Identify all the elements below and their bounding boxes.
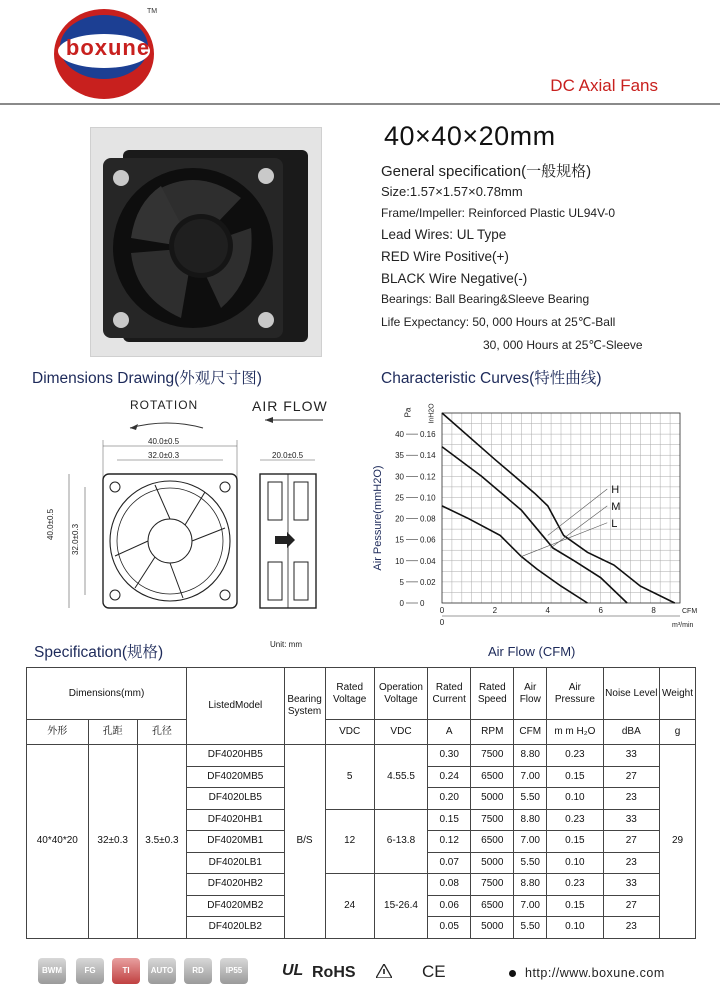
badge-rd: RD — [184, 958, 212, 984]
curve-series-m — [442, 447, 627, 603]
cell-hole-pitch: 32±0.3 — [88, 745, 137, 939]
y-tick-label-inh2o: 0.14 — [420, 451, 436, 461]
curve-series-l — [442, 506, 587, 603]
specification-table — [26, 667, 696, 939]
y-tick-label-pa: 15 — [395, 535, 404, 545]
chart-x-label: Air Flow (CFM) — [488, 644, 576, 659]
cell-noise: 27 — [603, 895, 659, 917]
y-tick-label-pa: 25 — [395, 493, 404, 503]
cell-operation-voltage: 4.55.5 — [374, 745, 427, 810]
rotation-label: ROTATION — [130, 398, 199, 412]
y-tick-label-pa: 35 — [395, 451, 404, 461]
cell-current: 0.24 — [428, 766, 471, 788]
cell-noise: 23 — [603, 852, 659, 874]
cell-speed: 7500 — [471, 874, 514, 896]
y-tick-label-pa: 10 — [395, 556, 404, 566]
cell-current: 0.08 — [428, 874, 471, 896]
cell-operation-voltage: 15-26.4 — [374, 874, 427, 939]
spec-red-wire: RED Wire Positive(+) — [381, 249, 509, 264]
cell-pressure: 0.15 — [547, 895, 603, 917]
spec-heading: General specification(一般规格) — [381, 163, 592, 180]
unit-label: Unit: mm — [270, 640, 302, 649]
cell-speed: 6500 — [471, 831, 514, 853]
trademark-label: TM — [147, 8, 158, 15]
header-rated-voltage: Rated Voltage — [325, 668, 374, 720]
cell-noise: 33 — [603, 745, 659, 767]
header-dimensions: Dimensions(mm) — [27, 668, 187, 720]
cell-pressure: 0.23 — [547, 745, 603, 767]
y-tick-label-pa: 30 — [395, 472, 404, 482]
x-tick-label: 6 — [598, 606, 603, 615]
cell-pressure: 0.15 — [547, 831, 603, 853]
cell-speed: 7500 — [471, 745, 514, 767]
cell-speed: 6500 — [471, 895, 514, 917]
cell-speed: 5000 — [471, 788, 514, 810]
cell-model: DF4020HB5 — [187, 745, 284, 767]
website-link[interactable]: http://www.boxune.com — [525, 966, 665, 980]
width-outer-dimension: 40.0±0.5 — [148, 437, 180, 446]
spec-lead-wires: Lead Wires: UL Type — [381, 227, 507, 242]
header-noise-level: Noise Level — [603, 668, 659, 720]
cell-speed: 6500 — [471, 766, 514, 788]
cell-rated-voltage: 12 — [325, 809, 374, 874]
cell-pressure: 0.10 — [547, 917, 603, 939]
product-photo — [90, 127, 322, 357]
subheader-amps: A — [428, 720, 471, 745]
cell-speed: 7500 — [471, 809, 514, 831]
cell-pressure: 0.10 — [547, 788, 603, 810]
dimension-drawing — [55, 410, 345, 620]
badge-fg: FG — [76, 958, 104, 984]
cell-hole-diameter: 3.5±0.3 — [137, 745, 186, 939]
cell-speed: 5000 — [471, 852, 514, 874]
model-size-title: 40×40×20mm — [384, 121, 556, 151]
cell-noise: 23 — [603, 917, 659, 939]
ul-mark: UL — [282, 962, 304, 979]
cell-flow: 7.00 — [514, 895, 547, 917]
cell-flow: 8.80 — [514, 745, 547, 767]
specification-section-title: Specification(规格) — [34, 644, 164, 661]
cell-noise: 33 — [603, 809, 659, 831]
cell-model: DF4020MB1 — [187, 831, 284, 853]
cell-flow: 8.80 — [514, 874, 547, 896]
x-unit-secondary: m³/min — [672, 622, 694, 629]
y-tick-label-inh2o: 0.04 — [420, 556, 436, 566]
subheader-vdc-rated: VDC — [325, 720, 374, 745]
characteristic-curve-chart — [380, 405, 700, 640]
depth-dimension: 20.0±0.5 — [272, 451, 304, 460]
cell-model: DF4020LB1 — [187, 852, 284, 874]
subheader-vdc-operation: VDC — [374, 720, 427, 745]
cell-pressure: 0.23 — [547, 809, 603, 831]
y-tick-label-inh2o: 0.02 — [420, 577, 436, 587]
cell-pressure: 0.15 — [547, 766, 603, 788]
cell-model: DF4020HB2 — [187, 874, 284, 896]
air-flow-label: AIR FLOW — [252, 398, 328, 414]
subheader-dba: dBA — [603, 720, 659, 745]
spec-size: Size:1.57×1.57×0.78mm — [381, 184, 523, 199]
cell-speed: 5000 — [471, 917, 514, 939]
cell-model: DF4020MB5 — [187, 766, 284, 788]
cell-current: 0.20 — [428, 788, 471, 810]
cell-flow: 5.50 — [514, 917, 547, 939]
curves-section-title: Characteristic Curves(特性曲线) — [381, 370, 602, 387]
cell-pressure: 0.23 — [547, 874, 603, 896]
subheader-cfm: CFM — [514, 720, 547, 745]
cell-noise: 27 — [603, 831, 659, 853]
cell-current: 0.15 — [428, 809, 471, 831]
y-tick-label-inh2o: 0.16 — [420, 430, 436, 440]
series-label: L — [611, 517, 618, 530]
cell-noise: 33 — [603, 874, 659, 896]
header-air-pressure: Air Pressure — [547, 668, 603, 720]
x-tick-label: 2 — [492, 606, 498, 615]
x-unit-primary: CFM — [682, 608, 698, 615]
cell-current: 0.12 — [428, 831, 471, 853]
spec-life-ball: Life Expectancy: 50, 000 Hours at 25℃-Ball — [381, 315, 616, 329]
spec-life-sleeve: 30, 000 Hours at 25℃-Sleeve — [483, 338, 643, 352]
badge-ti: TI — [112, 958, 140, 984]
cell-model: DF4020HB1 — [187, 809, 284, 831]
ce-mark: CE — [422, 962, 446, 981]
y-tick-label-pa: 20 — [395, 514, 404, 524]
chart-y-label: Air Pessure(mmH2O) — [372, 465, 384, 571]
cell-current: 0.06 — [428, 895, 471, 917]
spec-bearings: Bearings: Ball Bearing&Sleeve Bearing — [381, 292, 590, 306]
y-tick-label-inh2o: 0.08 — [420, 514, 436, 524]
width-hole-dimension: 32.0±0.3 — [148, 451, 180, 460]
chart-y-unit-pa: Pa — [403, 407, 413, 418]
header-divider — [0, 103, 720, 105]
y-tick-label-inh2o: 0.06 — [420, 535, 436, 545]
subheader-grams: g — [660, 720, 696, 745]
x-tick-label: 8 — [651, 606, 656, 615]
warning-icon — [376, 964, 392, 978]
x-tick-label: 4 — [545, 606, 551, 615]
header-listed-model: ListedModel — [187, 668, 284, 745]
y-tick-label-inh2o: 0.12 — [420, 472, 436, 482]
badge-ip55: IP55 — [220, 958, 248, 984]
subheader-rpm: RPM — [471, 720, 514, 745]
header-weight: Weight — [660, 668, 696, 720]
header-bearing-system: Bearing System — [284, 668, 325, 745]
subheader-pitch: 孔距 — [88, 720, 137, 745]
cell-rated-voltage: 5 — [325, 745, 374, 810]
rohs-mark: RoHS — [312, 964, 356, 981]
cell-flow: 5.50 — [514, 852, 547, 874]
cell-bearing: B/S — [284, 745, 325, 939]
cell-pressure: 0.10 — [547, 852, 603, 874]
dimensions-section-title: Dimensions Drawing(外观尺寸图) — [32, 370, 262, 387]
header-rated-speed: Rated Speed — [471, 668, 514, 720]
badge-auto: AUTO — [148, 958, 176, 984]
cell-model: DF4020MB2 — [187, 895, 284, 917]
cell-model: DF4020LB2 — [187, 917, 284, 939]
subheader-outer: 外形 — [27, 720, 89, 745]
y-tick-label-pa: 40 — [395, 430, 404, 440]
cell-operation-voltage: 6-13.8 — [374, 809, 427, 874]
header-operation-voltage: Operation Voltage — [374, 668, 427, 720]
cell-weight: 29 — [660, 745, 696, 939]
y-tick-label-pa: 5 — [399, 577, 404, 587]
brand-logo-text: boxune — [65, 35, 151, 60]
category-title: DC Axial Fans — [550, 76, 658, 95]
x-tick-label: 0 — [439, 606, 445, 615]
cell-current: 0.05 — [428, 917, 471, 939]
height-hole-dimension: 32.0±0.3 — [71, 523, 80, 555]
cell-flow: 8.80 — [514, 809, 547, 831]
spec-black-wire: BLACK Wire Negative(-) — [381, 271, 528, 286]
x-secondary-tick-label: 0 — [439, 618, 445, 627]
subheader-hole: 孔径 — [137, 720, 186, 745]
cell-current: 0.07 — [428, 852, 471, 874]
cell-rated-voltage: 24 — [325, 874, 374, 939]
header-rated-current: Rated Current — [428, 668, 471, 720]
y-tick-label-inh2o: 0.10 — [420, 493, 436, 503]
cell-noise: 23 — [603, 788, 659, 810]
header-air-flow: Air Flow — [514, 668, 547, 720]
spec-frame: Frame/Impeller: Reinforced Plastic UL94V-0 — [381, 206, 616, 220]
badge-bwm: BWM — [38, 958, 66, 984]
y-tick-label-inh2o: 0 — [420, 599, 425, 608]
cell-model: DF4020LB5 — [187, 788, 284, 810]
cell-noise: 27 — [603, 766, 659, 788]
series-label: H — [611, 484, 620, 496]
cell-flow: 7.00 — [514, 831, 547, 853]
height-outer-dimension: 40.0±0.5 — [46, 508, 55, 540]
series-label: M — [611, 500, 621, 513]
cell-outer-size: 40*40*20 — [27, 745, 89, 939]
cell-current: 0.30 — [428, 745, 471, 767]
bullet-icon — [509, 970, 516, 977]
y-tick-label-pa: 0 — [399, 599, 404, 608]
subheader-mmh2o: m m H₂O — [547, 720, 603, 745]
cell-flow: 7.00 — [514, 766, 547, 788]
chart-y-unit-inh2o: InH2O — [428, 403, 436, 424]
cell-flow: 5.50 — [514, 788, 547, 810]
